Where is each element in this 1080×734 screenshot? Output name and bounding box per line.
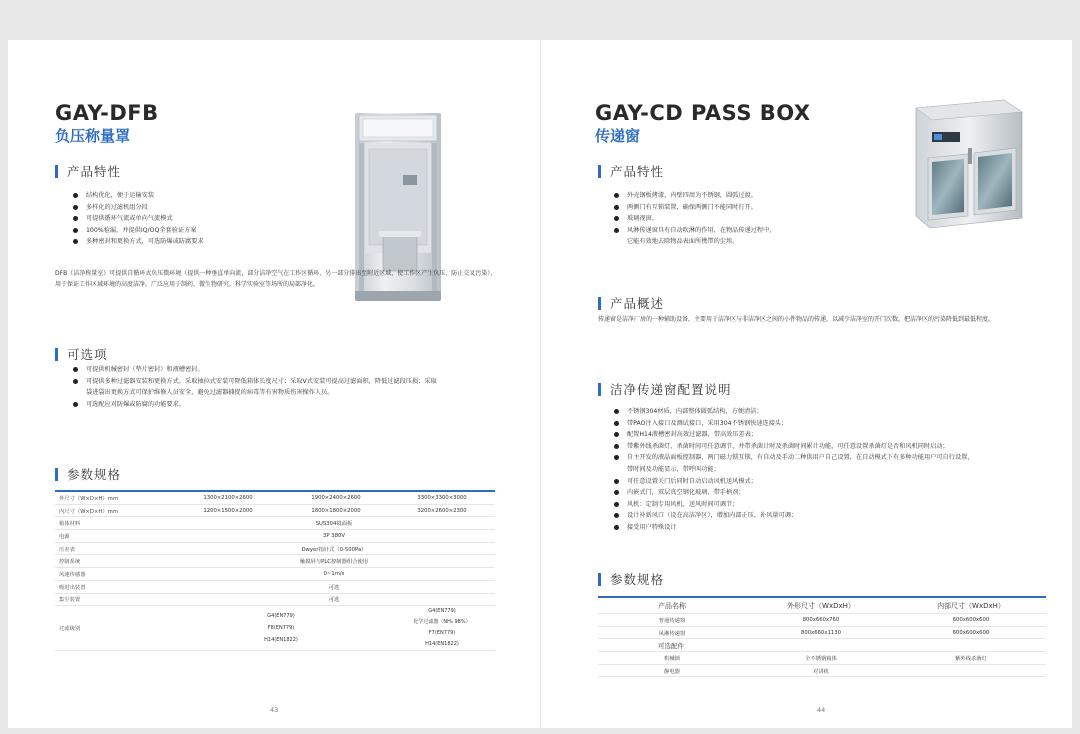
table-row: 压差表 Dwyer指针式（0-500Pa） [55,542,495,555]
list-item: 两侧门有互锁装置，确保两侧门不能同时打开。 [611,202,901,214]
section-header-spec: 参数规格 [598,570,664,588]
list-item: 自主开发的液晶面板控制器，两门磁力锁互锁，有自动及手动二种供用户自己设置，在自动模式下有多种功能用户可自行设置， [611,452,1061,464]
section-header-features: 产品特性 [598,162,664,180]
product-title: GAY-DFB [55,101,159,125]
list-item: 结构优化，便于运输安装 [70,190,340,202]
page-number: 44 [817,706,826,714]
table-row: 风速传感器 0~1m/s [55,568,495,581]
config-list [611,406,1061,534]
table-row: 电源 3P 380V [55,530,495,543]
section-header-config: 洁净传递窗配置说明 [598,380,732,398]
list-item: 带PAO注入接口及测试接口，采用304不锈钢快速连接头； [611,418,1061,430]
product-description: DFB（洁净称量室）可提供自循环式负压微环境（提供一种垂直单向流，部分洁净空气在工作区循环，另一部分排出至附近区域，使工作区产生负压，防止交叉污染），用于保证工作区域环境的高度洁净。广泛应用于制药、微生物研究、科学实验室等场所的局部净化。 [55,270,497,288]
feature-list [611,190,901,248]
table-row: 风淋传递窗 800x660x1130 600x600x600 [598,626,1046,639]
table-row: 普通传递窗 800x660x760 600x600x600 [598,614,1046,627]
list-item: 风机：定制专用风机，送风时间可调节； [611,499,1061,511]
table-row-options-label: 可选配件 [598,639,1046,652]
brochure-spread [8,40,1072,728]
list-item: 设计补新风口（设在高洁净区），增加内部正压，补风量可调； [611,510,1061,522]
list-item: 内嵌式门，双层真空钢化玻璃，带手柄剂； [611,487,1061,499]
list-item: 接受用户特殊设计 [611,522,1061,534]
page-number: 43 [270,706,279,714]
table-row: 静电器 对讲机 [598,664,1046,677]
list-item: 它能有效地去除物品表面所携带的尘埃。 [627,238,739,246]
list-item: 可选配应对防爆或防腐的功能要求。 [70,399,510,411]
list-item: 可提供循环气流或单向气流模式 [70,213,340,225]
table-row: 内尺寸（W×D×H）mm 1200×1500×2000 1800×1800×2000 3200×2600×2300 [55,504,495,517]
overview-text: 传递窗是洁净厂房的一种辅助设备，主要用于洁净区与非洁净区之间的小件物品的传递，以减少洁净室的开门次数，把洁净区的污染降低到最低程度。 [598,316,995,323]
spec-table [55,490,495,651]
section-header-spec: 参数规格 [55,465,121,483]
table-header-row: 产品名称 外形尺寸（WxDxH） 内部尺寸（WxDxH） [598,597,1046,614]
list-item: 带时间及功能显示，带呼叫功能； [627,465,720,473]
list-item: 多样化的过滤机组分段 [70,202,340,214]
section-header-options: 可选项 [55,345,108,363]
table-row: 吸进出装置 可选 [55,580,495,593]
list-item: 100%检漏，并提供IQ/OQ全套验证方案 [70,225,340,237]
list-item: 不锈钢304材质，内部整体圆弧结构，方便清洁； [611,406,1061,418]
section-header-overview: 产品概述 [598,294,664,312]
table-row: 箱体材料 SUS304镜面板 [55,517,495,530]
section-header-features: 产品特性 [55,162,121,180]
list-item: 玻璃视窗。 [611,213,901,225]
product-photo-passbox [908,98,1026,232]
feature-list [70,190,340,248]
passbox-spec-table [598,596,1046,677]
options-list [70,364,510,410]
page-left [8,40,540,728]
list-item: 外壳钢板烤漆，内壁四周为不锈钢，圆弧过渡。 [611,190,901,202]
list-item: 可任意设置关门后同时自动启动风机送风模式； [611,476,1061,488]
product-subtitle: 传递窗 [595,127,641,145]
table-row: 集尘装置 可选 [55,593,495,606]
table-row: 控制系统 触摸屏与PLC控制器组合使用 [55,555,495,568]
list-item: 风淋传递窗具有自动吹淋的作用，在物品传递过程中， [611,225,901,237]
table-row-filter: 过滤级别 G4(EN779) F8(EN779) H14(EN1822) G4(EN779) 化学过滤器（NH₃ 98%） F7(EN779) H14(EN1822) [55,606,495,651]
table-row: 外尺寸（W×D×H）mm 1300×2100×2600 1900×2400×2600 3300×3300×3000 [55,491,495,504]
list-item: 带紫外线杀菌灯，杀菌时间可任意调节，并带杀菌计时及杀菌时间累计功能，可任意设置杀菌灯是否和风机同时启动； [611,441,1061,453]
list-item: 可提供多种过滤器安装和更换方式。采取抽拉式安装可降低箱体长度尺寸；采取V式安装可提高过滤面积，降低过滤段压损；采取 [70,376,510,388]
list-item: 袋进袋出更换方式可保护维修人员安全，避免过滤器捕捉的病毒等有害物质伤害操作人员。 [86,389,334,397]
list-item: 可提供机械密封（垫片密封）和液槽密封。 [70,364,510,376]
page-right [541,40,1073,728]
list-item: 多种密封和更换方式，可选防爆或防腐要求 [70,236,340,248]
product-subtitle: 负压称量罩 [55,127,131,145]
table-row: 机械锁 全不锈钢箱体 紫外线杀菌灯 [598,652,1046,665]
list-item: 配置H14液槽密封高效过滤器，带高效压差表； [611,429,1061,441]
product-title: GAY-CD PASS BOX [595,101,811,125]
